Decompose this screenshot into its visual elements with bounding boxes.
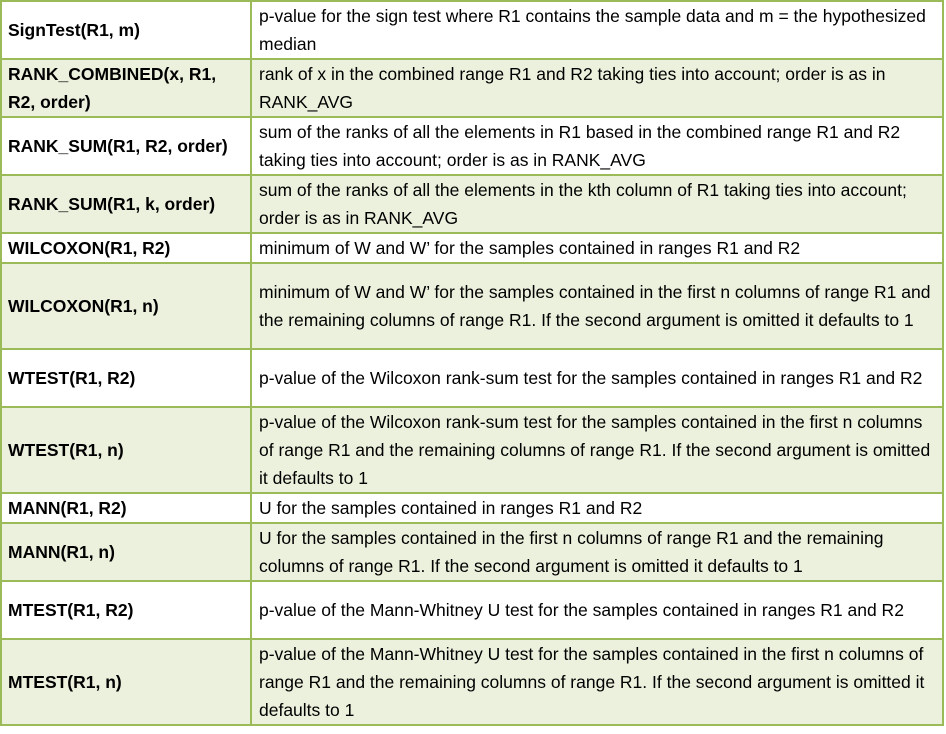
function-name-cell: SignTest(R1, m) [1, 1, 251, 59]
table-row [1, 233, 943, 263]
table-row [1, 175, 943, 233]
function-description-cell: minimum of W and W’ for the samples contained in the first n columns of range R1 and the remaining columns of range R1. If the second argument is omitted it defaults to 1 [251, 263, 943, 349]
table-row [1, 1, 943, 59]
function-name-cell: WILCOXON(R1, R2) [1, 233, 251, 263]
table-row [1, 349, 943, 407]
table-row [1, 523, 943, 581]
function-description-cell: U for the samples contained in the first n columns of range R1 and the remaining columns of range R1. If the second argument is omitted it defaults to 1 [251, 523, 943, 581]
table-row [1, 263, 943, 349]
function-description-cell: p-value of the Wilcoxon rank-sum test for the samples contained in ranges R1 and R2 [251, 349, 943, 407]
function-name-cell: RANK_COMBINED(x, R1, R2, order) [1, 59, 251, 117]
function-description-cell: rank of x in the combined range R1 and R2 taking ties into account; order is as in RANK_AVG [251, 59, 943, 117]
function-description-cell: minimum of W and W’ for the samples contained in ranges R1 and R2 [251, 233, 943, 263]
table-row [1, 117, 943, 175]
table-row [1, 59, 943, 117]
function-name-cell: RANK_SUM(R1, R2, order) [1, 117, 251, 175]
function-description-cell: p-value of the Mann-Whitney U test for the samples contained in ranges R1 and R2 [251, 581, 943, 639]
function-name-cell: WTEST(R1, n) [1, 407, 251, 493]
function-description-cell: U for the samples contained in ranges R1 and R2 [251, 493, 943, 523]
table-row [1, 581, 943, 639]
function-description-cell: p-value of the Mann-Whitney U test for the samples contained in the first n columns of range R1 and the remaining columns of range R1. If the second argument is omitted it defaults to 1 [251, 639, 943, 725]
table-row [1, 407, 943, 493]
function-description-cell: sum of the ranks of all the elements in R1 based in the combined range R1 and R2 taking ties into account; order is as in RANK_AVG [251, 117, 943, 175]
function-name-cell: WTEST(R1, R2) [1, 349, 251, 407]
function-table-body [1, 1, 943, 725]
function-name-cell: WILCOXON(R1, n) [1, 263, 251, 349]
function-name-cell: MANN(R1, n) [1, 523, 251, 581]
function-name-cell: MTEST(R1, R2) [1, 581, 251, 639]
function-name-cell: MTEST(R1, n) [1, 639, 251, 725]
function-description-cell: p-value of the Wilcoxon rank-sum test for the samples contained in the first n columns of range R1 and the remaining columns of range R1. If the second argument is omitted it defaults to 1 [251, 407, 943, 493]
function-description-cell: sum of the ranks of all the elements in the kth column of R1 taking ties into account; order is as in RANK_AVG [251, 175, 943, 233]
function-name-cell: MANN(R1, R2) [1, 493, 251, 523]
function-name-cell: RANK_SUM(R1, k, order) [1, 175, 251, 233]
table-row [1, 639, 943, 725]
function-description-cell: p-value for the sign test where R1 contains the sample data and m = the hypothesized median [251, 1, 943, 59]
table-row [1, 493, 943, 523]
